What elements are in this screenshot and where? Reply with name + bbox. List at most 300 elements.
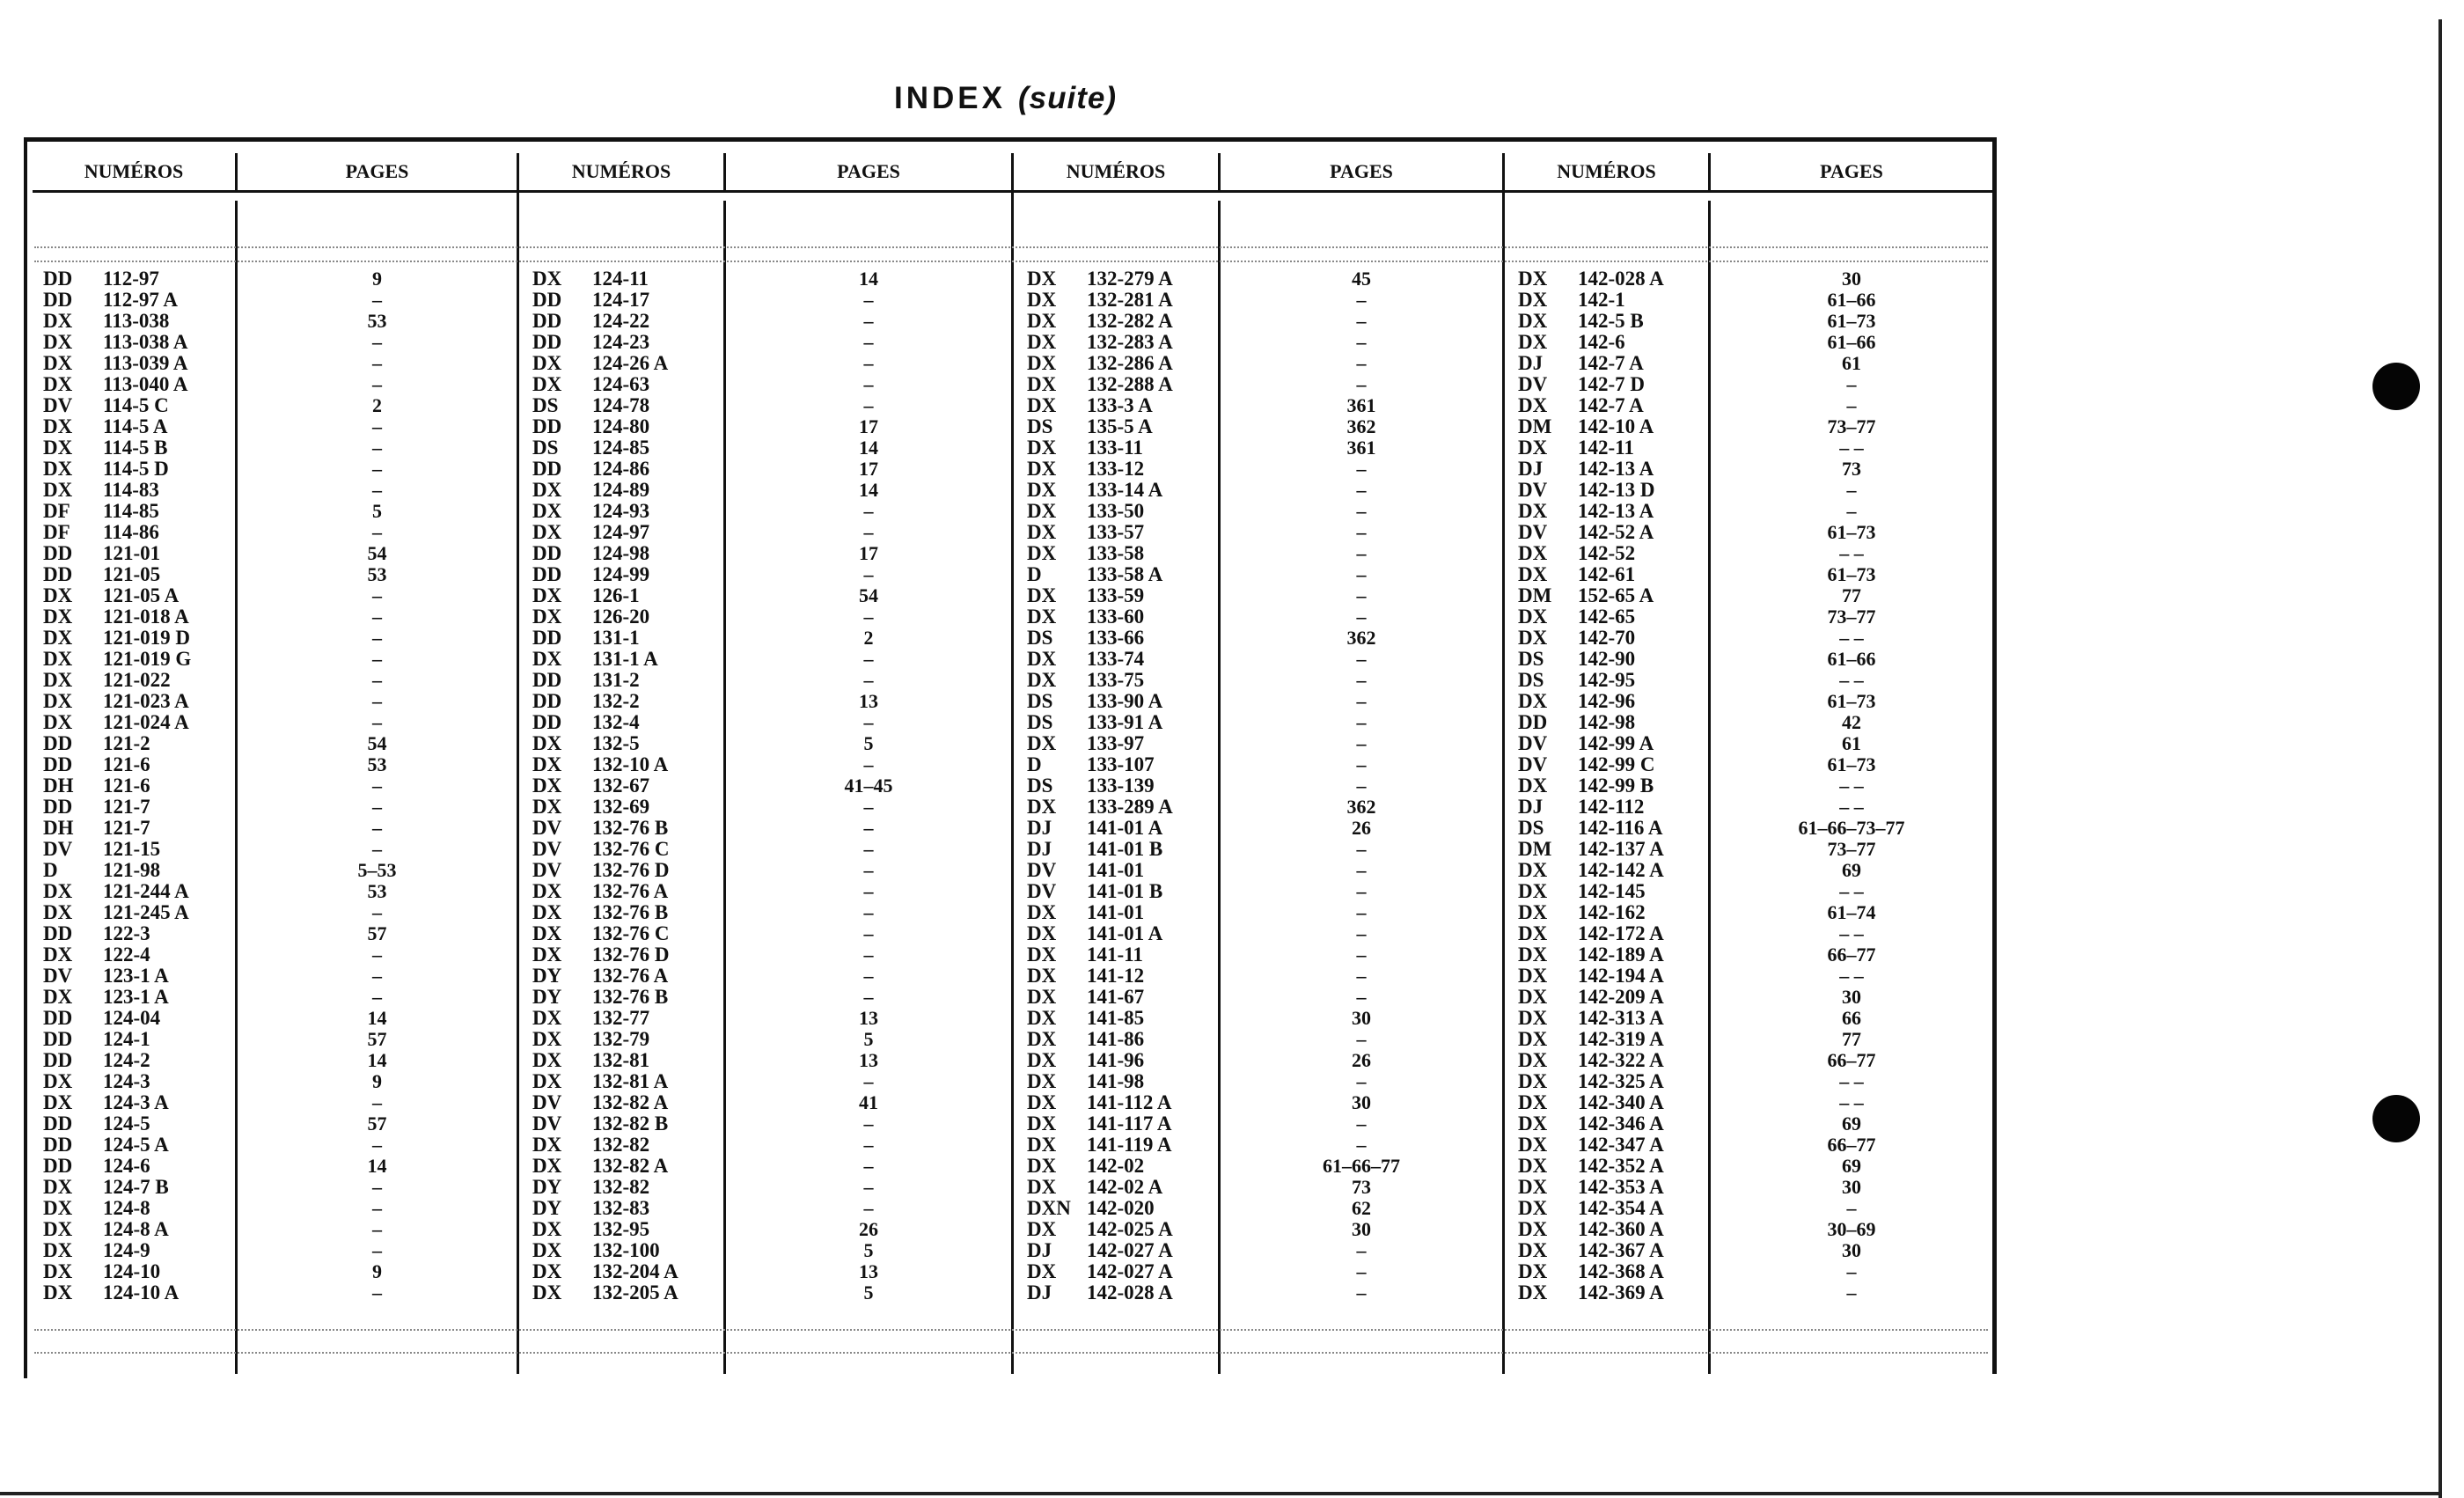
number-prefix: DX — [1518, 394, 1548, 416]
index-pages — [726, 775, 1011, 797]
index-number — [1518, 416, 1708, 437]
index-number — [532, 1177, 723, 1198]
number-prefix: DS — [1518, 648, 1544, 670]
number-prefix: DX — [532, 796, 562, 818]
page-reference: – — [1356, 521, 1367, 543]
page-reference: 362 — [1346, 627, 1376, 649]
page-reference: – — [1356, 1070, 1367, 1092]
number-prefix: DX — [1027, 606, 1057, 628]
index-number — [1027, 860, 1218, 881]
index-number — [43, 311, 235, 332]
number-code: 142-194 A — [1578, 965, 1664, 987]
page-reference: 53 — [367, 563, 387, 585]
number-prefix: DS — [1027, 690, 1053, 712]
number-prefix: DX — [1518, 1049, 1548, 1071]
number-prefix: DX — [1027, 648, 1057, 670]
number-prefix: DX — [1027, 1112, 1057, 1135]
number-prefix: DD — [43, 753, 73, 775]
index-pages — [1711, 902, 1992, 923]
number-code: 142-353 A — [1578, 1176, 1664, 1198]
index-number — [532, 775, 723, 797]
index-number — [1027, 1282, 1218, 1303]
number-code: 126-20 — [592, 606, 650, 628]
index-pages — [726, 1113, 1011, 1135]
index-pages — [1221, 480, 1502, 501]
page-reference: – — [863, 753, 874, 775]
index-pages — [238, 1008, 517, 1029]
number-prefix: DS — [1518, 669, 1544, 691]
index-pages — [238, 564, 517, 585]
index-pages — [238, 374, 517, 395]
index-number — [43, 966, 235, 987]
index-number — [532, 1029, 723, 1050]
index-number — [1518, 839, 1708, 860]
number-code: 132-100 — [592, 1239, 660, 1261]
index-number — [532, 480, 723, 501]
number-prefix: DX — [1027, 944, 1057, 966]
index-pages — [1711, 860, 1992, 881]
page-reference: – — [863, 859, 874, 881]
number-code: 141-12 — [1087, 965, 1145, 987]
page-reference: 2 — [863, 627, 874, 649]
number-prefix: DD — [532, 711, 562, 733]
page-reference: – — [863, 289, 874, 311]
index-pages — [1711, 1261, 1992, 1282]
number-code: 114-86 — [103, 521, 159, 543]
number-prefix: DD — [532, 310, 562, 332]
page-reference: 30 — [1842, 1176, 1861, 1198]
page-reference: 13 — [859, 1049, 878, 1071]
number-code: 132-2 — [592, 690, 640, 712]
number-prefix: DX — [1518, 1070, 1548, 1092]
number-code: 124-11 — [592, 268, 649, 290]
number-prefix: DX — [532, 1218, 562, 1240]
index-number — [532, 416, 723, 437]
index-number — [532, 395, 723, 416]
number-code: 121-15 — [103, 838, 161, 860]
number-code: 132-77 — [592, 1007, 650, 1029]
page-reference: – — [1356, 859, 1367, 881]
page-reference: – — [372, 690, 382, 712]
number-prefix: DX — [43, 373, 73, 395]
page-reference: – — [1356, 965, 1367, 987]
number-code: 142-209 A — [1578, 986, 1664, 1008]
index-pages — [726, 1219, 1011, 1240]
number-prefix: DX — [1518, 310, 1548, 332]
number-prefix: DS — [1518, 817, 1544, 839]
index-number — [532, 628, 723, 649]
number-prefix: DD — [532, 458, 562, 480]
number-prefix: DX — [1027, 500, 1057, 522]
number-prefix: DX — [532, 1028, 562, 1050]
index-pages — [238, 797, 517, 818]
index-number — [43, 332, 235, 353]
number-prefix: DX — [43, 584, 73, 606]
index-number — [1518, 712, 1708, 733]
page-reference: – — [1846, 479, 1857, 501]
index-pages — [726, 1177, 1011, 1198]
index-pages — [1711, 1135, 1992, 1156]
index-number — [1027, 712, 1218, 733]
index-pages — [726, 353, 1011, 374]
number-code: 142-52 — [1578, 542, 1636, 564]
index-number — [43, 1050, 235, 1071]
number-prefix: DJ — [1518, 352, 1544, 374]
index-pages — [238, 1156, 517, 1177]
number-prefix: DX — [43, 415, 73, 437]
index-number — [532, 923, 723, 944]
group-divider — [1011, 153, 1014, 1374]
number-prefix: DX — [43, 331, 73, 353]
number-code: 121-018 A — [103, 606, 189, 628]
number-prefix: DV — [532, 838, 562, 860]
index-pages — [726, 923, 1011, 944]
index-number — [1027, 332, 1218, 353]
page-reference: – — [863, 922, 874, 944]
pages-column — [726, 268, 1011, 1303]
page-reference: – — [863, 669, 874, 691]
page-reference: 26 — [859, 1218, 878, 1240]
index-pages — [1711, 966, 1992, 987]
index-number — [1027, 818, 1218, 839]
page-reference: 69 — [1842, 1155, 1861, 1177]
number-code: 142-112 — [1578, 796, 1645, 818]
number-code: 141-98 — [1087, 1070, 1145, 1092]
number-code: 142-322 A — [1578, 1049, 1664, 1071]
dotted-rule — [34, 261, 1988, 262]
number-prefix: DX — [532, 648, 562, 670]
index-number — [43, 1261, 235, 1282]
page-reference: – — [863, 1155, 874, 1177]
index-number — [532, 966, 723, 987]
page-reference: – — [1356, 922, 1367, 944]
number-prefix: DX — [1027, 901, 1057, 923]
page-reference: 66 — [1842, 1007, 1861, 1029]
number-prefix: DS — [532, 437, 559, 459]
index-pages — [726, 395, 1011, 416]
index-pages — [1711, 1071, 1992, 1092]
index-pages — [238, 987, 517, 1008]
page-reference: – – — [1839, 669, 1864, 691]
index-number — [1518, 311, 1708, 332]
index-number — [1518, 1135, 1708, 1156]
page-reference: 2 — [372, 394, 382, 416]
number-code: 133-50 — [1087, 500, 1145, 522]
index-number — [1518, 1092, 1708, 1113]
page-reference: – — [1846, 394, 1857, 416]
index-number — [532, 1071, 723, 1092]
index-number — [1518, 268, 1708, 290]
number-prefix: DX — [1027, 584, 1057, 606]
page-reference: – — [372, 1176, 382, 1198]
number-prefix: DX — [43, 310, 73, 332]
number-prefix: DX — [1027, 458, 1057, 480]
page-reference: – — [863, 838, 874, 860]
page-reference: – — [372, 1281, 382, 1303]
page-reference: – — [1356, 1112, 1367, 1135]
number-code: 133-90 A — [1087, 690, 1163, 712]
index-pages — [726, 944, 1011, 966]
index-number — [1518, 1050, 1708, 1071]
group-divider — [517, 153, 519, 1374]
page-reference: 14 — [367, 1049, 387, 1071]
index-pages — [726, 987, 1011, 1008]
index-number — [1518, 564, 1708, 585]
number-prefix: DD — [532, 289, 562, 311]
number-code: 132-76 C — [592, 838, 670, 860]
index-number — [43, 1219, 235, 1240]
page-reference: – — [1356, 1281, 1367, 1303]
page-reference: – — [1356, 648, 1367, 670]
index-number — [43, 944, 235, 966]
number-code: 132-288 A — [1087, 373, 1173, 395]
number-code: 132-67 — [592, 775, 650, 797]
index-number — [532, 1156, 723, 1177]
number-code: 142-65 — [1578, 606, 1636, 628]
index-number — [1518, 1029, 1708, 1050]
dotted-rule — [34, 246, 1988, 248]
number-code: 121-7 — [103, 796, 150, 818]
number-prefix: DX — [1027, 922, 1057, 944]
index-number — [1518, 1282, 1708, 1303]
index-pages — [726, 881, 1011, 902]
number-code: 142-99 B — [1578, 775, 1654, 797]
index-number — [43, 395, 235, 416]
number-prefix: DY — [532, 1197, 562, 1219]
index-number — [1027, 733, 1218, 754]
number-code: 132-69 — [592, 796, 650, 818]
index-pages — [238, 268, 517, 290]
number-prefix: DX — [43, 1281, 73, 1303]
number-prefix: DX — [1027, 1176, 1057, 1198]
index-pages — [1711, 1092, 1992, 1113]
number-code: 121-245 A — [103, 901, 189, 923]
index-pages — [238, 649, 517, 670]
page-reference: 61–73 — [1827, 753, 1876, 775]
number-prefix: DX — [532, 479, 562, 501]
page-reference: 61–66 — [1827, 648, 1876, 670]
index-number — [532, 459, 723, 480]
number-code: 112-97 — [103, 268, 159, 290]
page-reference: – — [372, 796, 382, 818]
index-number — [1518, 818, 1708, 839]
number-code: 121-01 — [103, 542, 161, 564]
page-reference: – — [863, 986, 874, 1008]
number-code: 132-279 A — [1087, 268, 1173, 290]
page-reference: – — [863, 1134, 874, 1156]
index-number — [43, 353, 235, 374]
index-number — [1518, 522, 1708, 543]
index-pages — [1711, 480, 1992, 501]
number-prefix: DX — [43, 458, 73, 480]
number-code: 133-60 — [1087, 606, 1145, 628]
number-prefix: DX — [43, 1091, 73, 1113]
number-prefix: DX — [43, 1197, 73, 1219]
index-number — [532, 754, 723, 775]
number-code: 132-82 A — [592, 1091, 669, 1113]
number-code: 112-97 A — [103, 289, 178, 311]
number-prefix: DX — [1027, 268, 1057, 290]
page-reference: – — [372, 1197, 382, 1219]
number-code: 123-1 A — [103, 986, 169, 1008]
index-number — [43, 797, 235, 818]
index-number — [43, 522, 235, 543]
index-number — [1027, 797, 1218, 818]
page-reference: 54 — [859, 584, 878, 606]
group-divider — [1502, 153, 1505, 1374]
index-pages — [726, 290, 1011, 311]
number-prefix: DX — [1518, 1112, 1548, 1135]
index-pages — [726, 1029, 1011, 1050]
page-title — [894, 81, 1211, 125]
number-code: 142-172 A — [1578, 922, 1664, 944]
number-prefix: DD — [43, 732, 73, 754]
index-pages — [238, 1135, 517, 1156]
index-pages — [1711, 670, 1992, 691]
number-prefix: DV — [43, 965, 73, 987]
page-reference: – — [1356, 775, 1367, 797]
index-number — [532, 501, 723, 522]
number-prefix: DX — [1027, 669, 1057, 691]
page-reference: – — [1356, 669, 1367, 691]
index-number — [43, 818, 235, 839]
index-pages — [1221, 691, 1502, 712]
index-number — [532, 522, 723, 543]
index-number — [1027, 944, 1218, 966]
index-pages — [238, 944, 517, 966]
number-code: 114-85 — [103, 500, 159, 522]
number-code: 124-98 — [592, 542, 650, 564]
number-code: 114-83 — [103, 479, 159, 501]
index-number — [532, 437, 723, 459]
number-prefix: DH — [43, 817, 74, 839]
number-code: 124-23 — [592, 331, 650, 353]
page-reference: – — [1356, 1028, 1367, 1050]
page-reference: 26 — [1352, 817, 1371, 839]
index-pages — [1711, 395, 1992, 416]
index-pages — [1221, 311, 1502, 332]
page-reference: 42 — [1842, 711, 1861, 733]
page-reference: 14 — [859, 437, 878, 459]
index-number — [1027, 437, 1218, 459]
index-pages — [1221, 416, 1502, 437]
number-code: 142-116 A — [1578, 817, 1663, 839]
index-pages — [1221, 522, 1502, 543]
index-number — [1027, 1113, 1218, 1135]
index-pages — [726, 1050, 1011, 1071]
number-prefix: DX — [532, 1049, 562, 1071]
dotted-rule — [34, 1329, 1988, 1331]
index-pages — [238, 522, 517, 543]
page-reference: – — [372, 669, 382, 691]
number-prefix: DX — [43, 711, 73, 733]
number-prefix: DX — [1518, 775, 1548, 797]
page-reference: – — [863, 310, 874, 332]
index-number — [1027, 923, 1218, 944]
index-pages — [726, 1071, 1011, 1092]
numeros-column — [532, 268, 723, 1303]
index-pages — [726, 543, 1011, 564]
index-pages — [1221, 754, 1502, 775]
index-number — [1027, 543, 1218, 564]
pages-column — [1221, 268, 1502, 1303]
number-prefix: DX — [1027, 965, 1057, 987]
number-prefix: DJ — [1027, 817, 1052, 839]
index-number — [43, 480, 235, 501]
index-pages — [726, 564, 1011, 585]
page-reference: – — [863, 331, 874, 353]
index-number — [1027, 585, 1218, 606]
number-code: 121-023 A — [103, 690, 189, 712]
number-code: 114-5 C — [103, 394, 169, 416]
index-number — [43, 459, 235, 480]
index-number — [43, 775, 235, 797]
index-number — [1027, 775, 1218, 797]
number-code: 141-01 B — [1087, 880, 1163, 902]
index-number — [1518, 1156, 1708, 1177]
number-prefix: DX — [1027, 1260, 1057, 1282]
number-code: 133-14 A — [1087, 479, 1163, 501]
index-number — [1027, 480, 1218, 501]
page-reference: – — [1356, 289, 1367, 311]
number-prefix: DX — [532, 352, 562, 374]
page-reference: – — [372, 986, 382, 1008]
number-prefix: DX — [532, 1155, 562, 1177]
number-prefix: DX — [1518, 901, 1548, 923]
page-reference: 45 — [1352, 268, 1371, 290]
number-code: 124-2 — [103, 1049, 150, 1071]
page-reference: – — [1356, 1239, 1367, 1261]
number-code: 124-63 — [592, 373, 650, 395]
number-code: 142-61 — [1578, 563, 1636, 585]
page-reference: – — [1356, 479, 1367, 501]
number-code: 132-82 — [592, 1134, 650, 1156]
index-pages — [238, 501, 517, 522]
index-pages — [238, 733, 517, 754]
number-prefix: DX — [532, 1239, 562, 1261]
number-code: 142-025 A — [1087, 1218, 1173, 1240]
index-pages — [1711, 691, 1992, 712]
page-reference: 13 — [859, 690, 878, 712]
index-pages — [1711, 1198, 1992, 1219]
page-reference: – — [863, 965, 874, 987]
number-code: 131-2 — [592, 669, 640, 691]
index-number — [1027, 268, 1218, 290]
number-prefix: DX — [532, 775, 562, 797]
index-number — [43, 564, 235, 585]
pages-header: PAGES — [1330, 160, 1393, 182]
index-number — [43, 1071, 235, 1092]
number-code: 142-347 A — [1578, 1134, 1664, 1156]
number-code: 142-367 A — [1578, 1239, 1664, 1261]
page-reference: – — [863, 880, 874, 902]
number-prefix: DX — [43, 352, 73, 374]
index-number — [532, 733, 723, 754]
number-code: 142-137 A — [1578, 838, 1664, 860]
number-code: 142-5 B — [1578, 310, 1644, 332]
index-pages — [1221, 395, 1502, 416]
number-code: 121-05 — [103, 563, 161, 585]
index-number — [532, 1135, 723, 1156]
index-number — [1027, 1240, 1218, 1261]
index-pages — [238, 881, 517, 902]
index-number — [1518, 670, 1708, 691]
page-reference: – — [1846, 1197, 1857, 1219]
number-prefix: DD — [1518, 711, 1548, 733]
index-pages — [726, 1156, 1011, 1177]
number-code: 121-98 — [103, 859, 161, 881]
number-code: 124-6 — [103, 1155, 150, 1177]
